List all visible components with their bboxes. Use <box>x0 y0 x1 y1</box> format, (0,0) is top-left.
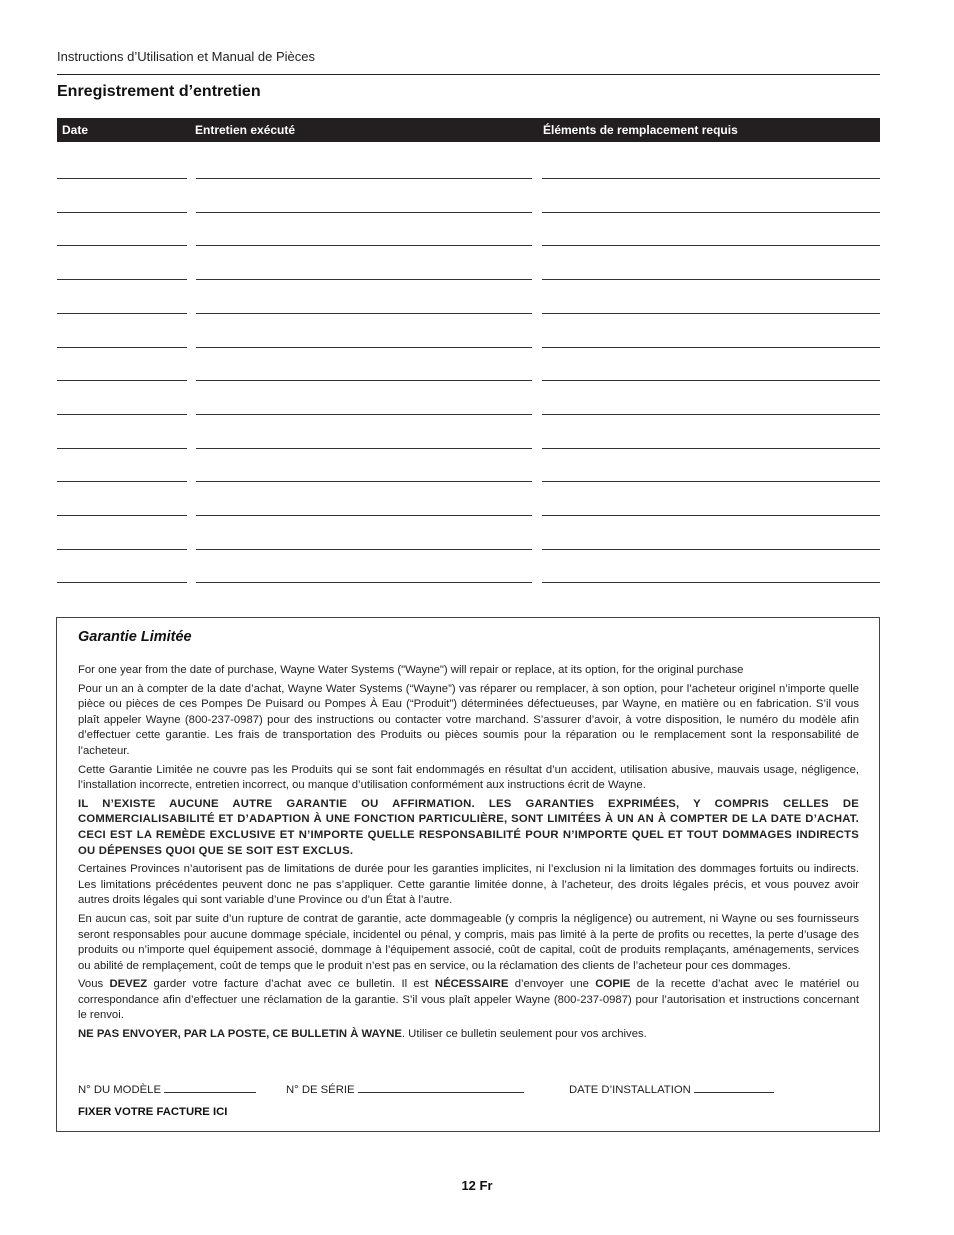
date-entry-line[interactable] <box>57 347 187 348</box>
service-entry-line[interactable] <box>196 582 532 583</box>
date-entry-line[interactable] <box>57 245 187 246</box>
serial-number-blank[interactable] <box>358 1082 524 1093</box>
warranty-paragraph: Certaines Provinces n’autorisent pas de limitations de durée pour les garanties implicites, ni l’exclusion ni la limitation des dommages fortuits ou indirects. Les limitations précédentes peuvent donc ne pas s’appliquer. Cette garantie limitée donne, à l’acheteur, des droits légales précis, et vous pouvez avoir autres droits légales qui sont variable d’une Province ou d’un État à l’autre. <box>78 863 859 907</box>
service-entry-line[interactable] <box>196 245 532 246</box>
install-date-blank[interactable] <box>694 1082 774 1093</box>
parts-entry-line[interactable] <box>542 582 880 583</box>
date-entry-line[interactable] <box>57 279 187 280</box>
warranty-body <box>78 663 859 1046</box>
warranty-paragraph: En aucun cas, soit par suite d’un rupture de contrat de garantie, acte dommageable (y compris la négligence) ou autrement, ni Wayne ou ses fournisseurs seront responsables pour aucune dommage spéciale, incidentel ou pénal, y compris, mais pas limité à la perte de profits ou recettes, la perte d’usage des produits ou n’importe quel équipement associé, dommage à l’équipement associé, coût de capital, coût de produits remplaçants, aménagements, services ou abilité de remplaçement, coût de temps que le produit n’est pas en service, ou la réclamation des clients de l’acheteur pour ces dommages. <box>78 912 859 972</box>
parts-entry-line[interactable] <box>542 279 880 280</box>
install-date-field[interactable] <box>569 1082 691 1098</box>
emphasis-devez: DEVEZ <box>109 978 148 991</box>
warranty-box <box>56 617 880 1132</box>
log-row[interactable] <box>57 582 880 583</box>
service-entry-line[interactable] <box>196 279 532 280</box>
text-fragment: d’envoyer une <box>508 978 596 991</box>
log-row[interactable] <box>57 178 880 179</box>
log-row[interactable] <box>57 313 880 314</box>
warranty-intro-english: For one year from the date of purchase, Wayne Water Systems ("Wayne") will repair or replace, at its option, for the original purchase <box>78 664 744 676</box>
date-entry-line[interactable] <box>57 481 187 482</box>
warranty-title: Garantie Limitée <box>78 629 192 645</box>
header-rule <box>57 74 880 75</box>
service-entry-line[interactable] <box>196 515 532 516</box>
log-row[interactable] <box>57 212 880 213</box>
parts-entry-line[interactable] <box>542 448 880 449</box>
parts-entry-line[interactable] <box>542 515 880 516</box>
model-number-field[interactable] <box>78 1082 161 1098</box>
log-row[interactable] <box>57 414 880 415</box>
date-entry-line[interactable] <box>57 178 187 179</box>
serial-number-label: N° DE SÉRIE <box>286 1084 355 1096</box>
parts-entry-line[interactable] <box>542 380 880 381</box>
page-number: 12 Fr <box>461 1178 493 1193</box>
parts-entry-line[interactable] <box>542 481 880 482</box>
service-entry-line[interactable] <box>196 347 532 348</box>
date-entry-line[interactable] <box>57 582 187 583</box>
emphasis-necessaire: NÉCESSAIRE <box>434 978 509 991</box>
date-entry-line[interactable] <box>57 212 187 213</box>
parts-entry-line[interactable] <box>542 347 880 348</box>
emphasis-no-mail: NE PAS ENVOYER, PAR LA POSTE, CE BULLETIN À WAYNE <box>78 1028 402 1041</box>
parts-entry-line[interactable] <box>542 212 880 213</box>
log-row[interactable] <box>57 380 880 381</box>
log-table-header <box>57 118 880 142</box>
emphasis-copie: COPIE <box>595 978 631 991</box>
registration-fields <box>78 1082 859 1098</box>
text-fragment: de la recette d’achat avec le matériel ou correspondance afin d’effectuer une réclamation de la garantie. S’il vous plaît appeler Wayne (800-237-0987) pour l’autorisation et instructions concernant le renvoi. <box>78 978 859 1022</box>
column-header-service: Entretien exécuté <box>195 123 296 137</box>
running-header: Instructions d’Utilisation et Manual de Pièces <box>57 49 315 64</box>
parts-entry-line[interactable] <box>542 313 880 314</box>
warranty-paragraph: Cette Garantie Limitée ne couvre pas les Produits qui se sont fait endommagés en résultat d’un accident, utilisation abusive, mauvais usage, négligence, l’installation incorrecte, entretien incorrect, ou manque d’utilisation conformément aux instructions écrit de Wayne. <box>78 763 859 792</box>
log-row[interactable] <box>57 448 880 449</box>
date-entry-line[interactable] <box>57 549 187 550</box>
log-row[interactable] <box>57 347 880 348</box>
service-entry-line[interactable] <box>196 481 532 482</box>
service-entry-line[interactable] <box>196 380 532 381</box>
service-entry-line[interactable] <box>196 414 532 415</box>
log-row[interactable] <box>57 279 880 280</box>
serial-number-field[interactable] <box>286 1082 355 1098</box>
parts-entry-line[interactable] <box>542 178 880 179</box>
date-entry-line[interactable] <box>57 380 187 381</box>
date-entry-line[interactable] <box>57 414 187 415</box>
service-entry-line[interactable] <box>196 313 532 314</box>
text-fragment: Vous <box>78 978 110 991</box>
text-fragment: . Utiliser ce bulletin seulement pour vos archives. <box>401 1028 647 1041</box>
log-row[interactable] <box>57 515 880 516</box>
warranty-paragraph: Pour un an à compter de la date d’achat, Wayne Water Systems (“Wayne”) vas réparer ou remplacer, à son option, pour l’acheteur originel n’importe quelle pièce ou pièces de ces Pompes De Puisard ou Pompes À Eau (“Produit”) déterminées défectueuses, par Wayne, en matière ou en fabrication. S’il vous plaît appeler Wayne (800-237-0987) pour des instructions ou contacter votre marchand. S’assurer d’avoir, à votre disposition, le numéro du modèle afin d’effectuer cette garantie. Les frais de transportation des Produits ou pièces soumis pour la réparation ou le remplacement sont la responsabilité de l’acheteur. <box>78 682 859 757</box>
attach-receipt-label: FIXER VOTRE FACTURE ICI <box>78 1106 228 1118</box>
log-row[interactable] <box>57 245 880 246</box>
parts-entry-line[interactable] <box>542 414 880 415</box>
column-header-date: Date <box>62 123 89 137</box>
date-entry-line[interactable] <box>57 448 187 449</box>
service-entry-line[interactable] <box>196 448 532 449</box>
warranty-disclaimer: IL N’EXISTE AUCUNE AUTRE GARANTIE OU AFFIRMATION. LES GARANTIES EXPRIMÉES, Y COMPRIS CELLES DE COMMERCIALISABILITÉ ET D’ADAPTION À UNE FONCTION PARTICULIÈRE, SONT LIMITÉES À UN AN À COMPTER DE LA DATE D’ACHAT. CECI EST LA REMÈDE EXCLUSIVE ET N’IMPORTE QUELLE RESPONSABILITÉ POUR N’IMPORTE QUEL ET TOUT DOMMAGES INDIRECTS OU DÉPENSES QUOI QUE SE SOIT EST EXCLUS. <box>78 797 859 857</box>
model-number-label: N° DU MODÈLE <box>78 1084 161 1096</box>
model-number-blank[interactable] <box>164 1082 256 1093</box>
log-row[interactable] <box>57 549 880 550</box>
service-entry-line[interactable] <box>196 549 532 550</box>
install-date-label: DATE D’INSTALLATION <box>569 1084 691 1096</box>
text-fragment: garder votre facture d’achat avec ce bulletin. Il est <box>147 978 435 991</box>
date-entry-line[interactable] <box>57 313 187 314</box>
section-title: Enregistrement d’entretien <box>57 83 261 100</box>
warranty-paragraph-receipt <box>78 977 859 1024</box>
column-header-parts: Éléments de remplacement requis <box>543 123 738 137</box>
warranty-paragraph-mail <box>78 1027 859 1043</box>
parts-entry-line[interactable] <box>542 245 880 246</box>
date-entry-line[interactable] <box>57 515 187 516</box>
log-row[interactable] <box>57 481 880 482</box>
service-entry-line[interactable] <box>196 212 532 213</box>
service-entry-line[interactable] <box>196 178 532 179</box>
parts-entry-line[interactable] <box>542 549 880 550</box>
